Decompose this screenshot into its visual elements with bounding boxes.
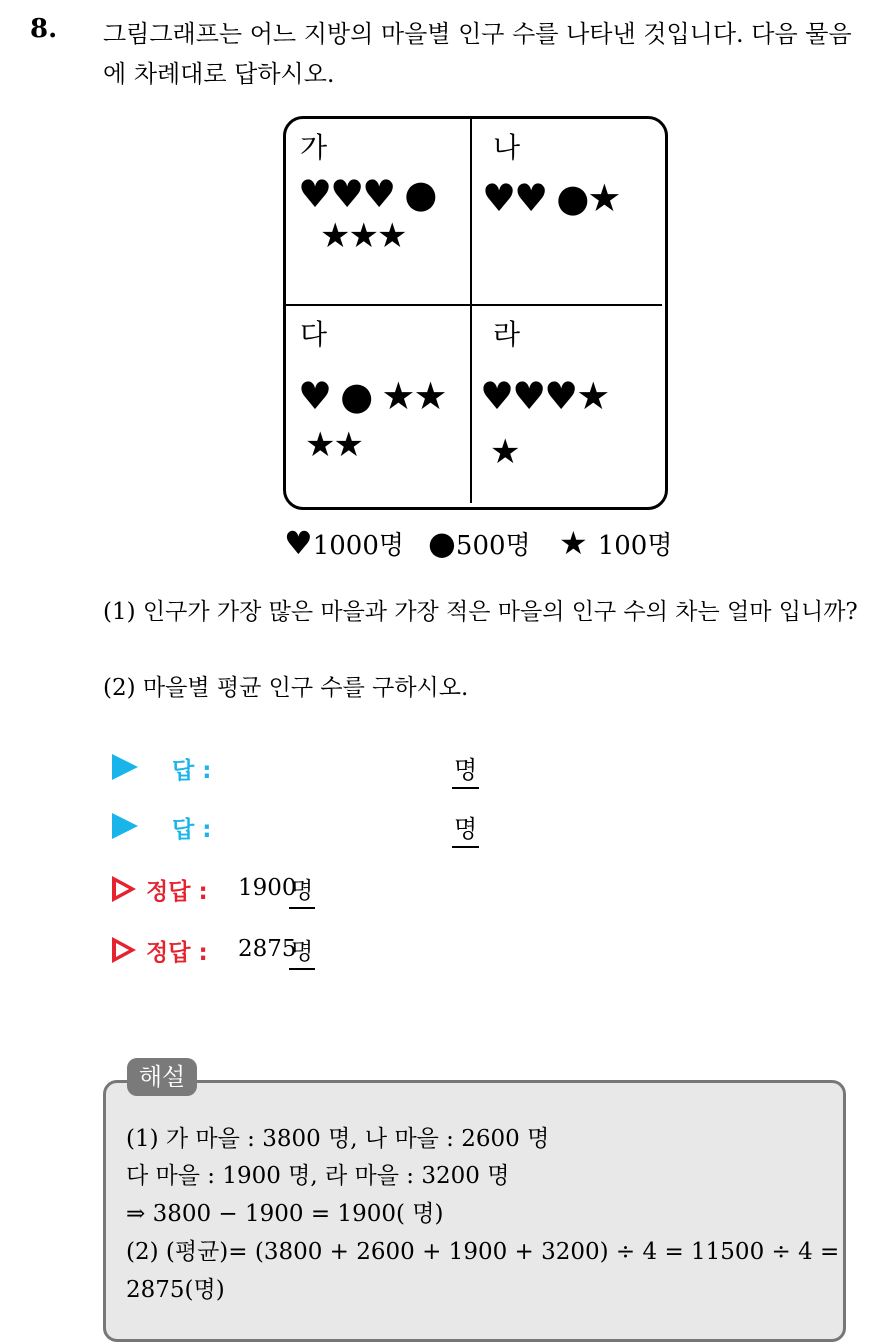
answer-2-unit[interactable]: 명 [452, 809, 479, 848]
village-name-da: 다 [300, 318, 328, 351]
legend-heart-label: 1000명 [312, 531, 404, 561]
answer-2-label: 답 : [172, 817, 212, 843]
village-name-ra: 라 [493, 318, 521, 351]
explanation-line-4: (2) (평균)= (3800 + 2600 + 1900 + 3200) ÷ 4 = 11500 ÷ 4 = [126, 1239, 840, 1265]
answer-1-arrow-icon [112, 754, 138, 780]
village-na-symbols-row1: ♥♥ ●★ [482, 176, 620, 220]
question-number: 8. [30, 14, 58, 44]
village-ga-symbols-row1: ♥♥♥ ● [298, 172, 436, 216]
correct-1-value: 1900 [238, 875, 297, 901]
correct-2-value: 2875 [238, 936, 297, 962]
correct-2-arrow-icon [112, 937, 136, 963]
correct-1-arrow-icon [112, 876, 136, 902]
graph-divider-vertical [470, 117, 472, 503]
legend-circle-label: 500명 [455, 531, 531, 561]
explanation-line-2: 다 마을 : 1900 명, 라 마을 : 3200 명 [126, 1163, 510, 1189]
question-text: 그림그래프는 어느 지방의 마을별 인구 수를 나타낸 것입니다. 다음 물음에 차례대로 답하시오. [103, 20, 852, 88]
village-name-ga: 가 [300, 131, 328, 164]
subquestion-1: (1) 인구가 가장 많은 마을과 가장 적은 마을의 인구 수의 차는 얼마 입니까? [103, 599, 858, 625]
subquestion-2: (2) 마을별 평균 인구 수를 구하시오. [103, 675, 469, 701]
correct-1-unit: 명 [289, 872, 315, 909]
star-icon: ★ [559, 524, 588, 562]
village-da-symbols-row1: ♥ ● ★★ [298, 374, 446, 418]
village-ga-symbols-row2: ★★★ [320, 216, 406, 256]
circle-icon: ● [428, 524, 456, 562]
explanation-line-5: 2875(명) [126, 1277, 225, 1303]
legend-star [559, 524, 672, 562]
correct-2-unit: 명 [289, 933, 315, 970]
explanation-line-1: (1) 가 마을 : 3800 명, 나 마을 : 2600 명 [126, 1126, 550, 1152]
explanation-line-3: ⇒ 3800 − 1900 = 1900( 명) [126, 1201, 444, 1227]
legend-heart [284, 524, 404, 562]
village-da-symbols-row2: ★★ [305, 425, 362, 465]
answer-1-label: 답 : [172, 758, 212, 784]
correct-2-label: 정답 : [146, 940, 208, 966]
heart-icon: ♥ [284, 524, 313, 562]
village-name-na: 나 [493, 131, 521, 164]
legend-circle [428, 524, 531, 562]
graph-divider-horizontal [284, 304, 662, 306]
answer-1-unit[interactable]: 명 [452, 750, 479, 789]
correct-1-label: 정답 : [146, 879, 208, 905]
explanation-tag: 해설 [127, 1058, 197, 1096]
village-ra-symbols-row1: ♥♥♥★ [480, 374, 609, 418]
village-ra-symbols-row2: ★ [490, 432, 519, 472]
answer-2-arrow-icon [112, 813, 138, 839]
legend-star-label: 100명 [597, 531, 673, 561]
